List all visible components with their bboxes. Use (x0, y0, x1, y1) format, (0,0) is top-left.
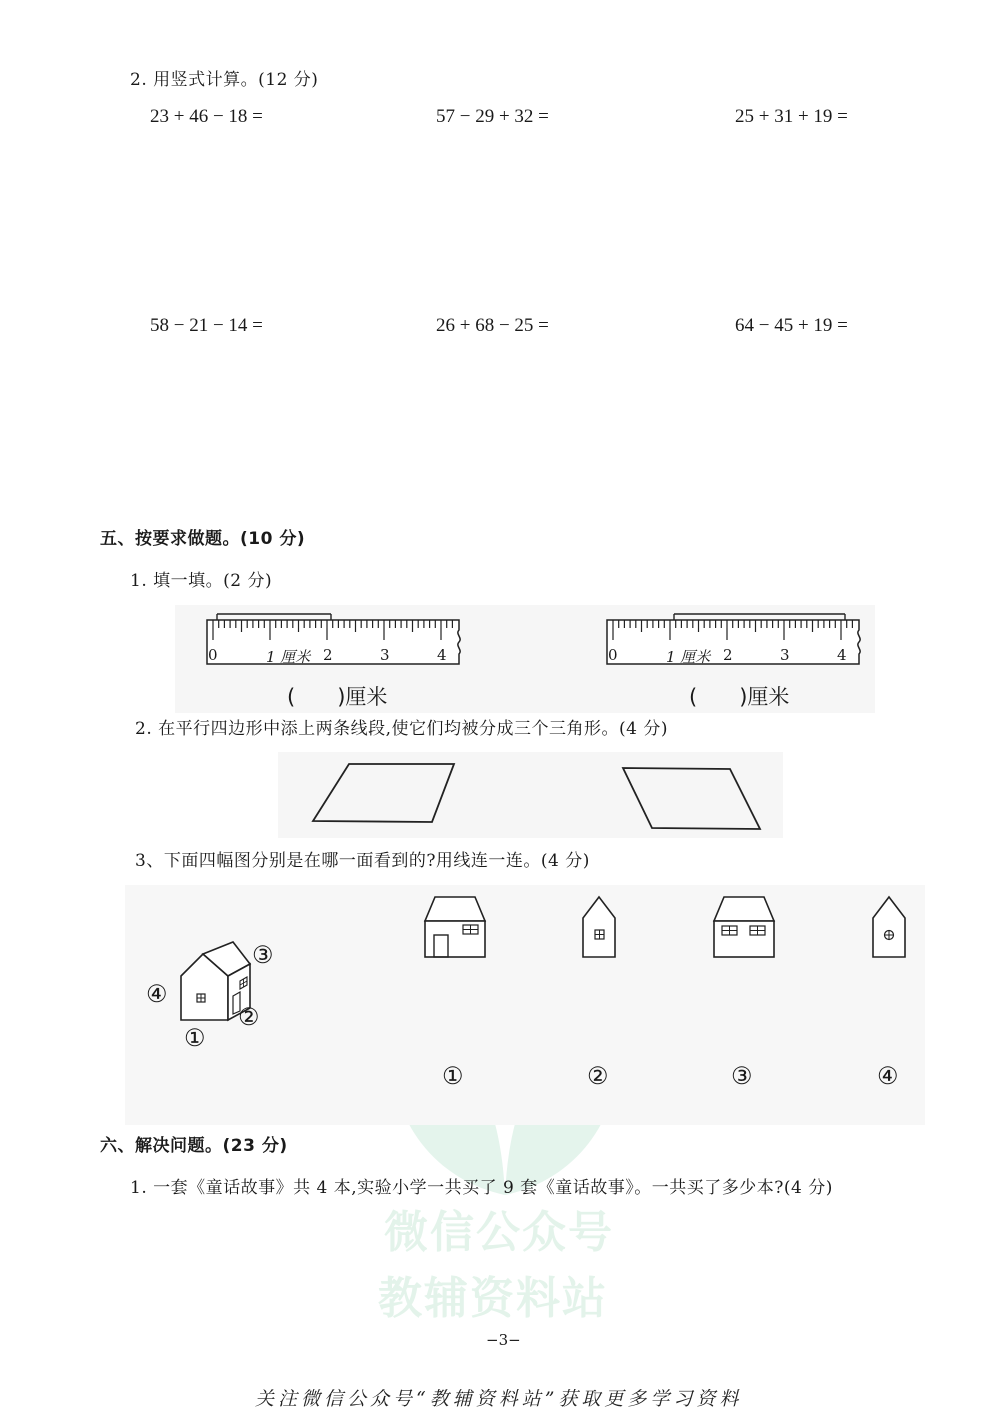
ruler-1 (205, 612, 467, 674)
ruler-1-tick-3: 3 (380, 646, 390, 664)
equation-1: 23 + 46 − 18 = (150, 106, 263, 127)
equation-4: 58 − 21 − 14 = (150, 315, 263, 336)
ruler-1-tick-0: 0 (208, 646, 218, 664)
ruler-2-answer-blank[interactable]: ( )厘米 (689, 685, 790, 709)
view-4-house-gable-round-icon[interactable] (871, 895, 907, 959)
section-five-title: 五、按要求做题。(10 分) (100, 529, 306, 549)
ruler-2 (605, 612, 867, 674)
equation-3: 25 + 31 + 19 = (735, 106, 848, 127)
equation-6: 64 − 45 + 19 = (735, 315, 848, 336)
question-parallelogram-title: 2. 在平行四边形中添上两条线段,使它们均被分成三个三角形。(4 分) (135, 719, 669, 739)
ruler-2-tick-3: 3 (780, 646, 790, 664)
view-label-2: ② (587, 1062, 609, 1090)
view-1-house-front-door-icon[interactable] (423, 895, 487, 959)
ruler-2-tick-2: 2 (723, 646, 733, 664)
house-side-label-3: ③ (252, 941, 274, 969)
equation-2: 57 − 29 + 32 = (436, 106, 549, 127)
ruler-2-tick-0: 0 (608, 646, 618, 664)
ruler-2-graphic-icon (605, 612, 867, 674)
question-fairy-tale-books: 1. 一套《童话故事》共 4 本,实验小学一共买了 9 套《童话故事》。一共买了多少本?(4 分) (130, 1178, 833, 1198)
page-number: −3− (486, 1331, 521, 1349)
ruler-2-tick-4: 4 (837, 646, 847, 664)
parallelogram-1-icon[interactable] (310, 760, 460, 830)
view-2-house-gable-square-icon[interactable] (581, 895, 617, 959)
ruler-1-tick-4: 4 (437, 646, 447, 664)
question-vertical-calc-title: 2. 用竖式计算。(12 分) (130, 70, 319, 90)
section-six-title: 六、解决问题。(23 分) (100, 1136, 288, 1156)
ruler-1-answer-blank[interactable]: ( )厘米 (287, 685, 388, 709)
ruler-1-graphic-icon (205, 612, 467, 674)
watermark-text-line1: 微信公众号 (384, 1207, 614, 1258)
question-views-title: 3、下面四幅图分别是在哪一面看到的?用线连一连。(4 分) (135, 851, 590, 871)
view-label-4: ④ (877, 1062, 899, 1090)
ruler-2-tick-1: 1 厘米 (666, 648, 711, 666)
watermark-text-line2: 教辅资料站 (378, 1273, 608, 1324)
view-label-3: ③ (731, 1062, 753, 1090)
equation-5: 26 + 68 − 25 = (436, 315, 549, 336)
parallelogram-2-icon[interactable] (620, 763, 770, 833)
footer-promo-note: 关注微信公众号“教辅资料站”获取更多学习资料 (255, 1388, 743, 1410)
house-side-label-4: ④ (146, 980, 168, 1008)
view-3-house-two-windows-icon[interactable] (712, 895, 776, 959)
house-side-label-1: ① (184, 1024, 206, 1052)
view-label-1: ① (442, 1062, 464, 1090)
ruler-1-tick-1: 1 厘米 (266, 648, 311, 666)
house-side-label-2: ② (238, 1003, 260, 1031)
ruler-1-tick-2: 2 (323, 646, 333, 664)
question-fill-title: 1. 填一填。(2 分) (130, 571, 273, 591)
